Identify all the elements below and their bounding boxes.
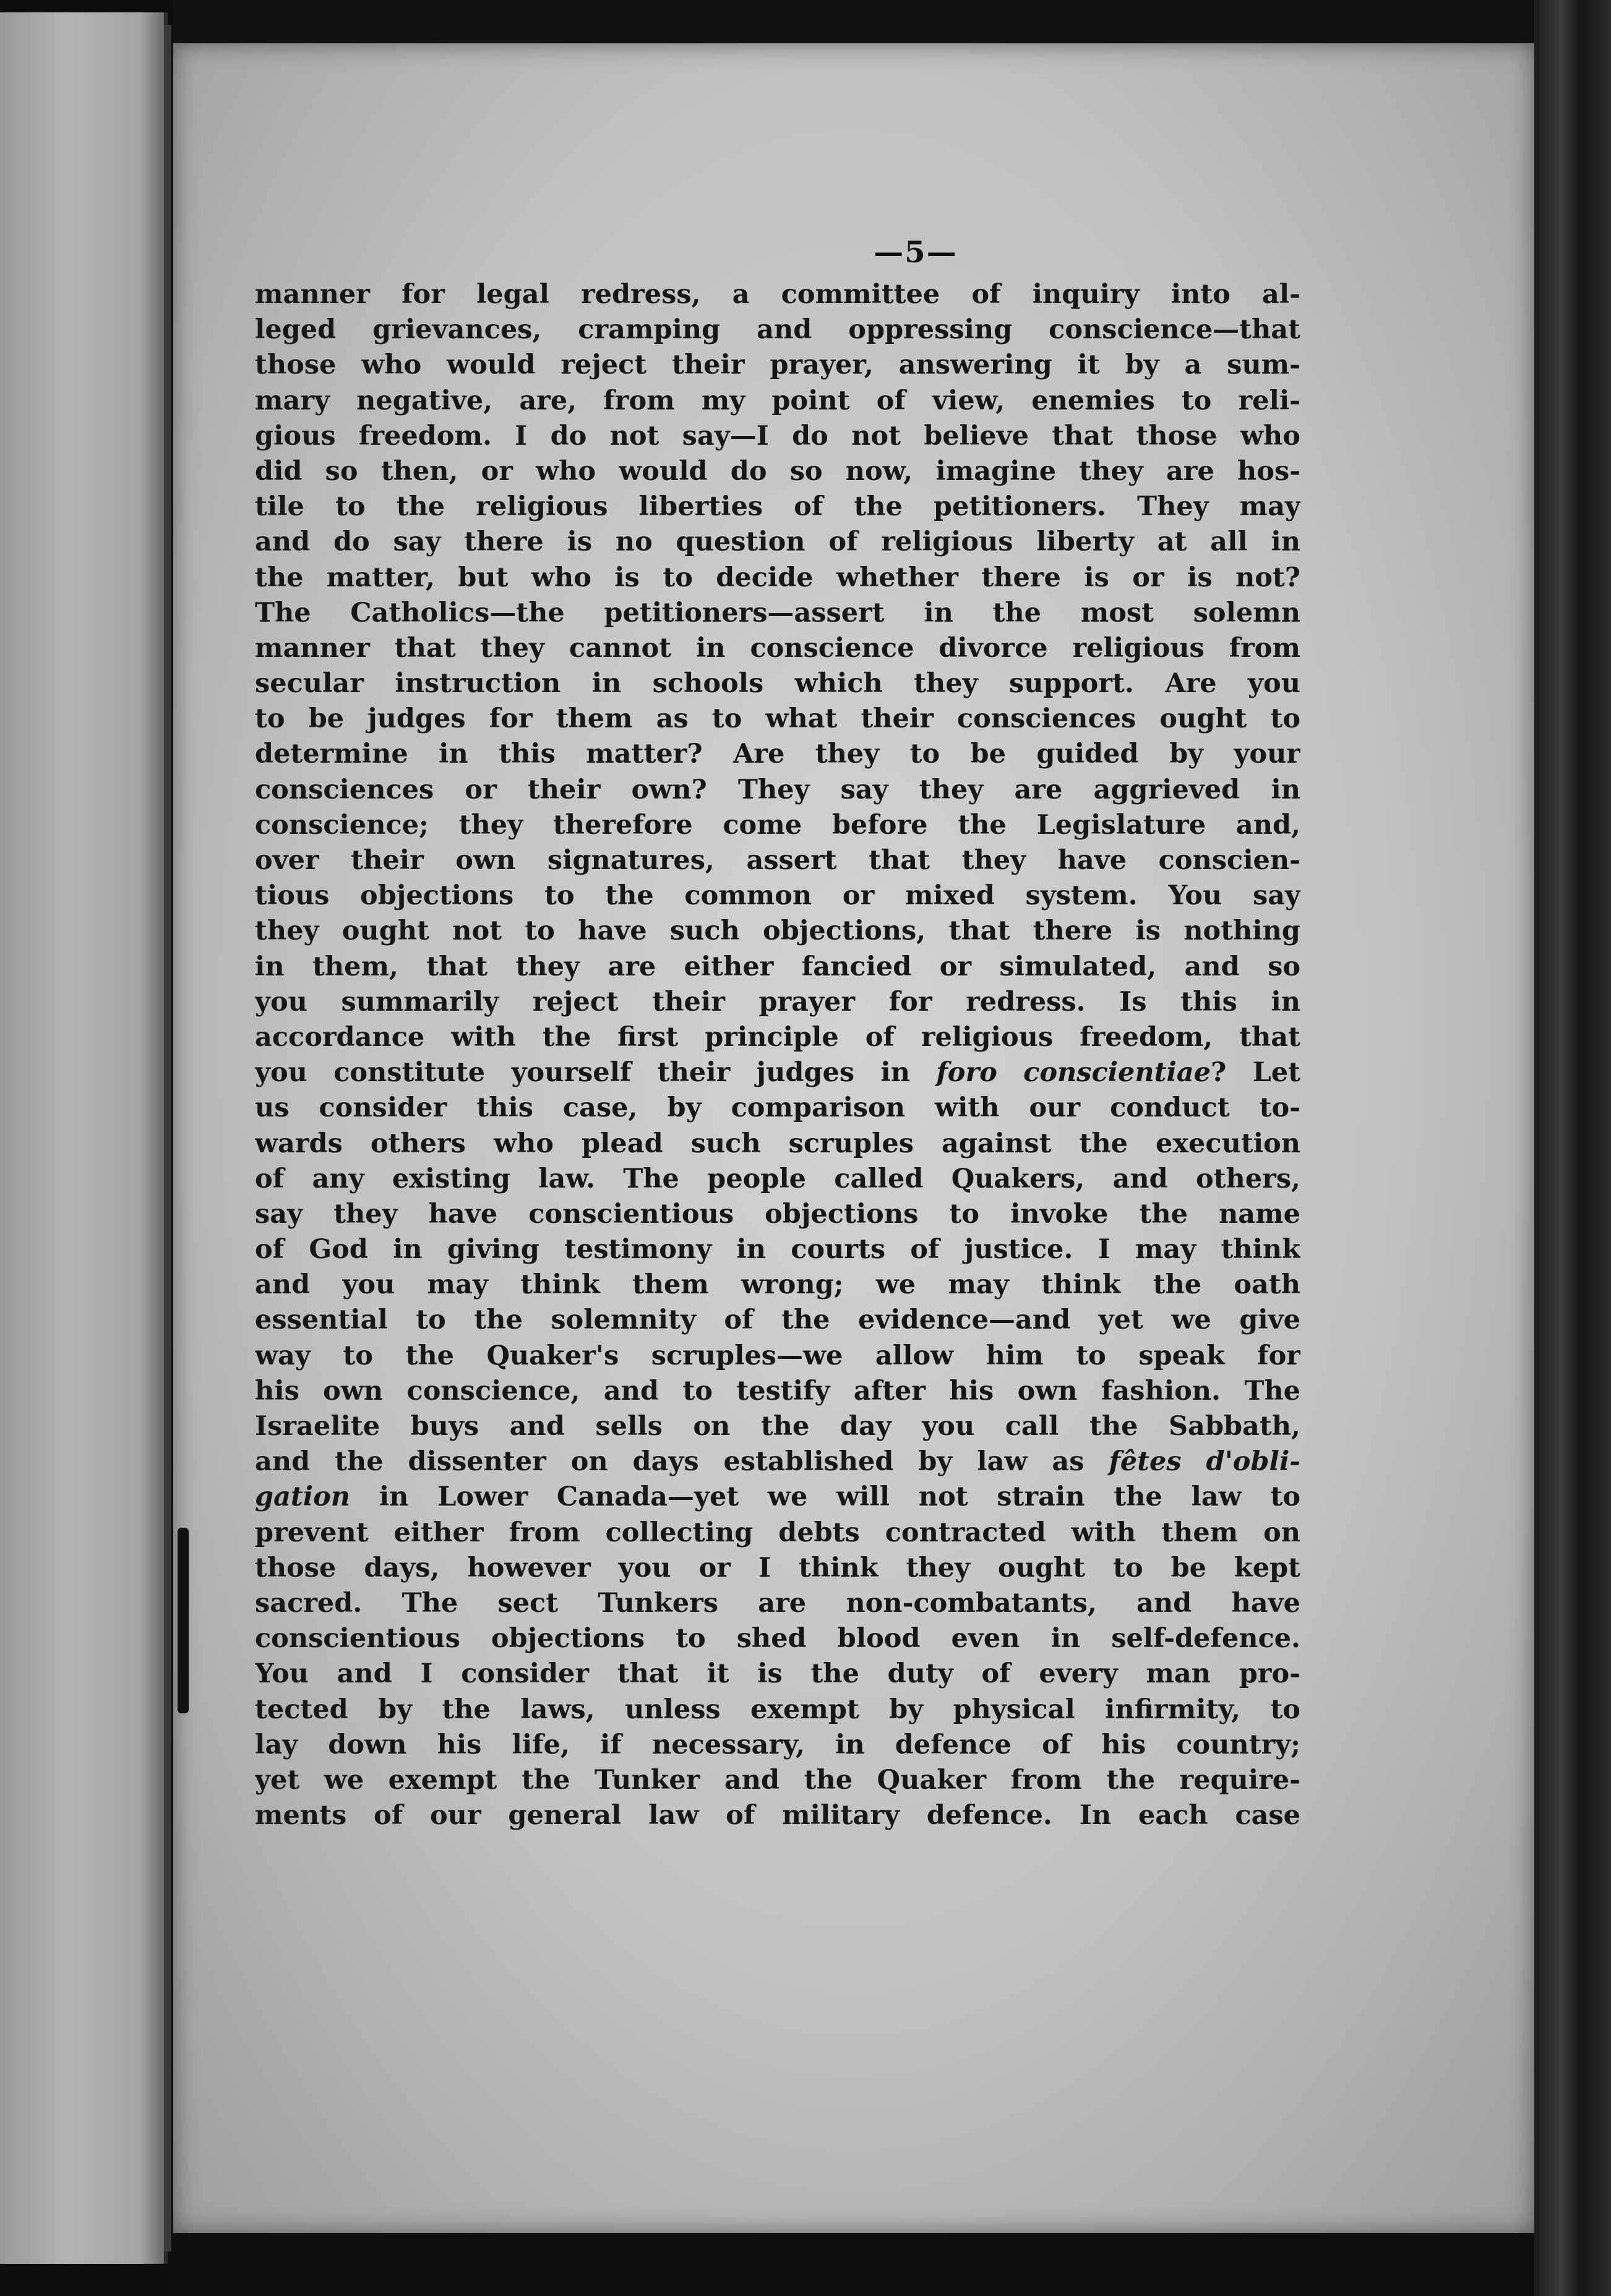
text-line: You and I consider that it is the duty of every man pro- <box>255 1658 1300 1690</box>
text-line: did so then, or who would do so now, imagine they are hos- <box>255 455 1300 487</box>
text-line: secular instruction in schools which they support. Are you <box>255 668 1300 700</box>
text-line: to be judges for them as to what their consciences ought to <box>255 703 1300 735</box>
text-line: accordance with the first principle of religious freedom, that <box>255 1021 1300 1053</box>
text-line: way to the Quaker's scruples—we allow him to speak for <box>255 1340 1300 1371</box>
text-line: tious objections to the common or mixed system. You say <box>255 880 1300 912</box>
text-line: determine in this matter? Are they to be guided by your <box>255 739 1300 770</box>
body-text <box>255 277 1300 1833</box>
page-number: —5— <box>874 235 958 270</box>
text-line-with-italic <box>255 1055 1300 1090</box>
binding-edge <box>164 25 171 2251</box>
text-line: they ought not to have such objections, that there is nothing <box>255 915 1300 947</box>
text-line: gious freedom. I do not say—I do not believe that those who <box>255 420 1300 452</box>
text-line: manner that they cannot in conscience divorce religious from <box>255 632 1300 664</box>
text-line: yet we exempt the Tunker and the Quaker from the require- <box>255 1764 1300 1796</box>
text-line: say they have conscientious objections to invoke the name <box>255 1198 1300 1230</box>
text-segment: ? Let <box>1211 1057 1300 1089</box>
text-line: manner for legal redress, a committee of inquiry into al- <box>255 279 1300 310</box>
text-line: those who would reject their prayer, answering it by a sum- <box>255 349 1300 381</box>
text-line: lay down his life, if necessary, in defence of his country; <box>255 1729 1300 1760</box>
scan-top-border <box>173 0 1534 43</box>
text-line: and do say there is no question of religious liberty at all in <box>255 526 1300 558</box>
text-line: the matter, but who is to decide whether there is or is not? <box>255 562 1300 593</box>
italic-phrase: gation <box>255 1481 351 1513</box>
text-line: sacred. The sect Tunkers are non-combatants, and have <box>255 1587 1300 1619</box>
text-line: his own conscience, and to testify after his own fashion. The <box>255 1375 1300 1407</box>
text-line: Israelite buys and sells on the day you call the Sabbath, <box>255 1411 1300 1442</box>
text-line: over their own signatures, assert that they have conscien- <box>255 845 1300 876</box>
text-segment: you constitute yourself their judges in <box>255 1057 937 1089</box>
italic-phrase: foro conscientiae <box>936 1057 1211 1089</box>
text-line: conscientious objections to shed blood even in self-defence. <box>255 1623 1300 1655</box>
text-line: ments of our general law of military defence. In each case <box>255 1800 1300 1831</box>
text-line: tile to the religious liberties of the petitioners. They may <box>255 491 1300 523</box>
text-segment: and the dissenter on days established by law as <box>255 1446 1109 1478</box>
scan-right-border <box>1534 0 1611 2296</box>
italic-phrase: fêtes d'obli- <box>1109 1446 1300 1478</box>
text-line: those days, however you or I think they ought to be kept <box>255 1552 1300 1583</box>
text-line: leged grievances, cramping and oppressing conscience—that <box>255 314 1300 346</box>
text-line: The Catholics—the petitioners—assert in the most solemn <box>255 597 1300 628</box>
text-line: essential to the solemnity of the evidence—and yet we give <box>255 1304 1300 1336</box>
text-line: of God in giving testimony in courts of justice. I may think <box>255 1234 1300 1266</box>
text-line: prevent either from collecting debts contracted with them on <box>255 1517 1300 1548</box>
text-line-with-italic <box>255 1480 1300 1515</box>
text-line: consciences or their own? They say they are aggrieved in <box>255 774 1300 805</box>
text-line: in them, that they are either fancied or simulated, and so <box>255 951 1300 982</box>
text-line: and you may think them wrong; we may think the oath <box>255 1269 1300 1301</box>
text-line: mary negative, are, from my point of view, enemies to reli- <box>255 385 1300 416</box>
text-line: of any existing law. The people called Quakers, and others, <box>255 1163 1300 1194</box>
text-line: conscience; they therefore come before the Legislature and, <box>255 809 1300 841</box>
text-line: us consider this case, by comparison with our conduct to- <box>255 1092 1300 1124</box>
text-segment: in Lower Canada—yet we will not strain the law to <box>350 1481 1300 1513</box>
text-line: tected by the laws, unless exempt by physical infirmity, to <box>255 1694 1300 1725</box>
scan-bottom-border <box>173 2233 1534 2296</box>
binding-clip <box>178 1528 189 1713</box>
text-line: wards others who plead such scruples against the execution <box>255 1128 1300 1159</box>
text-line-with-italic <box>255 1444 1300 1480</box>
facing-page-strip <box>0 12 168 2264</box>
text-line: you summarily reject their prayer for redress. Is this in <box>255 986 1300 1017</box>
